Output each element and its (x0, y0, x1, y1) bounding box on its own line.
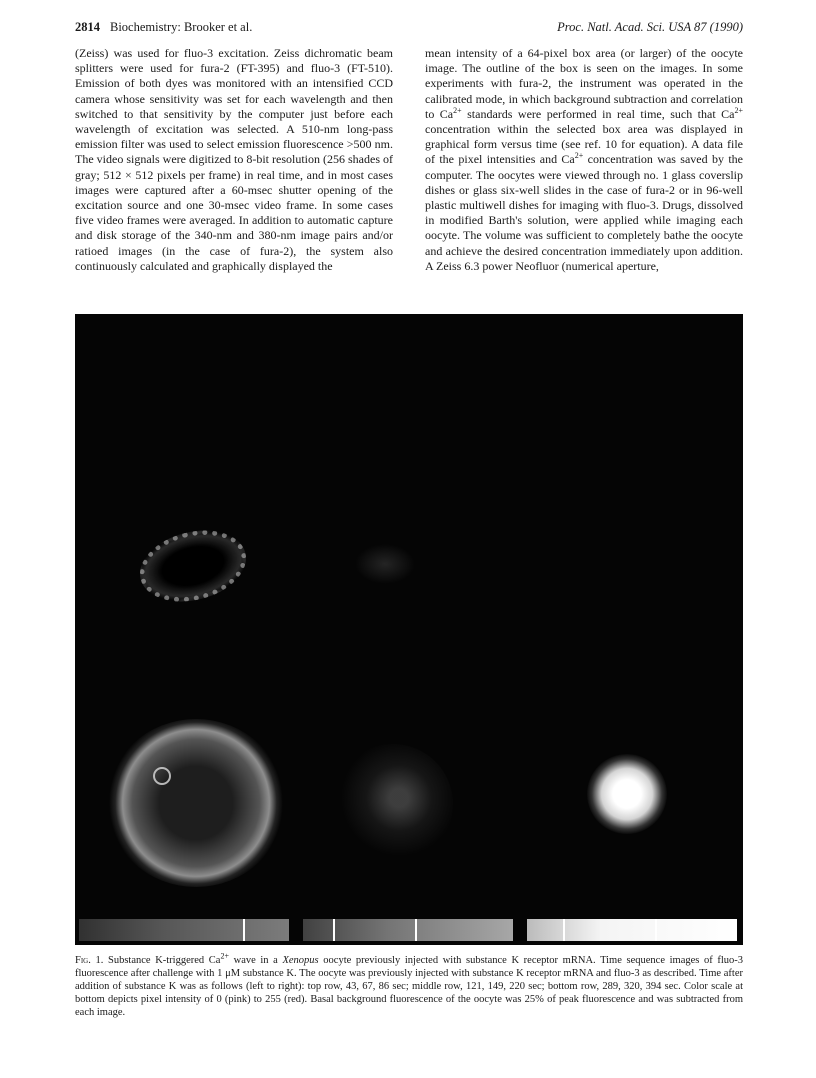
caption-text-3: oocyte previously injected with substance K receptor mRNA. Time sequence images of fluo-3 fluorescence after challenge with 1 μM substance K. The oocyte was previously injected with substance K receptor mRNA and fluo-3 as described. Time after addition of substance K was as follows (left to right): top row, 43, 67, 86 sec; middle row, 121, 149, 220 sec; bottom row, 289, 320, 394 sec. Color scale at bottom depicts pixel intensity of 0 (pink) to 255 (red). Basal background fluorescence of the oocyte was 25% of peak fluorescence and was subtracted from each image. (75, 955, 744, 1018)
right-text-1: mean intensity of a 64-pixel box area (or larger) of the oocyte image. The outline of the box is seen on the images. In some experiments with fura-2, the instrument was operated in the calibrated mode, in which background subtraction and correlation to Ca (425, 46, 743, 121)
superscript: 2+ (220, 951, 229, 961)
running-title: Biochemistry: Brooker et al. (110, 20, 253, 34)
caption-italic: Xenopus (282, 955, 319, 966)
scale-tick (243, 919, 245, 941)
left-column-text: (Zeiss) was used for fluo-3 excitation. Zeiss dichromatic beam splitters were used for fura-2 (FT-395) and fluo-3 (FT-510). Emission of both dyes was monitored with an intensified CCD camera whose sensitivity was set for each wavelength and then switched to that sensitivity by the computer just before each wavelength of excitation was selected. A 510-nm long-pass emission filter was used to select emission fluorescence >500 nm. The video signals were digitized to 8-bit resolution (256 shades of gray; 512 × 512 pixels per frame) in real time, and in most cases images were captured after a 60-msec shutter opening of the excitation source and one 30-msec video frame. In some cases five video frames were averaged. In addition to automatic capture and disk storage of the 340-nm and 380-nm image pairs and/or ratioed images (in the case of fura-2), the system also continuously calculated and graphically displayed the (75, 46, 393, 273)
scale-tick (563, 919, 565, 941)
caption-text-1: Substance K-triggered Ca (103, 955, 221, 966)
scale-tick (333, 919, 335, 941)
page-header (75, 20, 743, 40)
color-scale-bar (527, 919, 737, 941)
scale-tick (655, 919, 657, 941)
oocyte-image-bottom-right (587, 754, 667, 834)
right-text-2: standards were performed in real time, such that Ca (461, 106, 735, 121)
header-left (75, 20, 252, 35)
superscript: 2+ (574, 151, 584, 161)
oocyte-image-bottom-center (333, 744, 453, 864)
caption-text-2: wave in a (228, 955, 283, 966)
right-text-3: concentration within the selected box area was displayed in graphical form versus time (see ref. 10 for equation). A data file of the pixel intensities and Ca (425, 122, 743, 167)
figure-label: Fig. 1. (75, 955, 104, 966)
page-number: 2814 (75, 20, 100, 34)
right-column-text (425, 46, 743, 274)
superscript: 2+ (734, 105, 743, 115)
left-column (75, 46, 393, 274)
oocyte-image-bottom-left (107, 719, 285, 887)
scale-tick (415, 919, 417, 941)
color-scale-bar (79, 919, 289, 941)
right-text-4: concentration was saved by the computer. The oocytes were viewed through no. 1 glass coverslip dishes or glass six-well slides in the case of fura-2 or in 96-well plastic multiwell dishes for imaging with fluo-3. Drugs, dissolved in modified Barth's solution, were applied while imaging each oocyte. The volume was sufficient to completely bathe the oocyte and achieve the desired concentration immediately upon addition. A Zeiss 6.3 power Neofluor (numerical aperture, (425, 152, 743, 273)
figure-caption (75, 951, 744, 1020)
superscript: 2+ (453, 105, 462, 115)
oocyte-image-middle-center (355, 544, 415, 584)
journal-citation: Proc. Natl. Acad. Sci. USA 87 (1990) (557, 20, 743, 34)
right-column (425, 46, 743, 274)
oocyte-image-middle-left (132, 520, 253, 612)
figure-1-image (75, 314, 743, 945)
